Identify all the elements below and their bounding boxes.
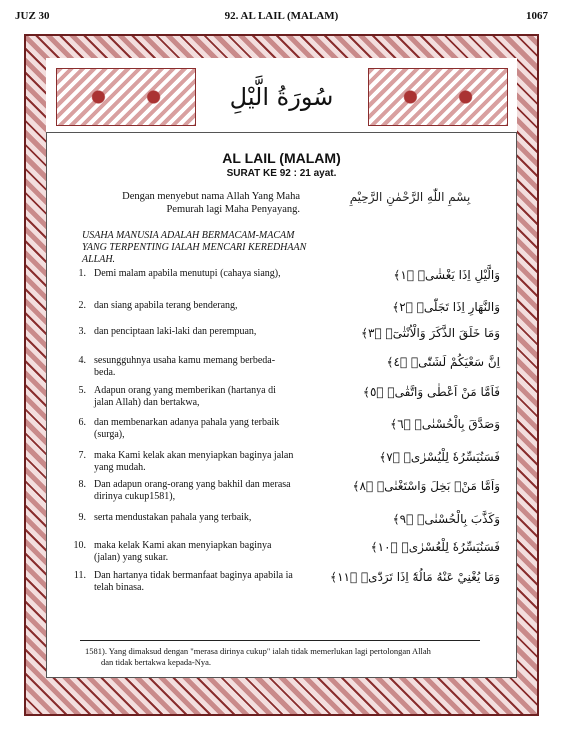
verse-arabic: وَصَدَّقَ بِالْحُسْنٰىۙ ﴿٦﴾ [390,417,500,431]
verse-arabic: فَاَمَّا مَنْ اَعْطٰى وَاتَّقٰىۙ ﴿٥﴾ [362,385,500,399]
footnote-line-1: 1581). Yang dimaksud dengan "merasa dirinya cukup" ialah tidak memerlukan lagi pertolongan Allah [85,646,431,656]
verse-number: 2. [78,300,86,311]
surah-subtitle: SURAT KE 92 : 21 ayat. [226,168,337,179]
verse-translation: Dan adapun orang-orang yang bakhil dan merasa dirinya cukup1581), [94,479,291,502]
verse-number: 3. [78,326,86,337]
basmala-arabic: بِسْمِ اللّٰهِ الرَّحْمٰنِ الرَّحِيْمِ [349,190,471,204]
verse-number: 11. [73,570,86,581]
verse-arabic: وَمَا يُغْنِيْ عَنْهُ مَالُهٗٓ اِذَا تَرَدّٰىۗ ﴿١١﴾ [330,570,500,584]
verse-number: 9. [78,512,86,523]
verse-arabic: وَالَّيْلِ اِذَا يَغْشٰىۙ ﴿١﴾ [393,268,500,282]
verse-translation: maka kelak Kami akan menyiapkan baginya (jalan) yang sukar. [94,540,272,563]
verse-translation: dan siang apabila terang benderang, [94,300,238,311]
footnote [85,646,485,668]
surah-title: AL LAIL (MALAM) [222,150,341,166]
verse-arabic: فَسَنُيَسِّرُهٗ لِلْعُسْرٰىۗ ﴿١٠﴾ [370,540,500,554]
verse-number: 5. [78,385,86,396]
verse-arabic: وَمَا خَلَقَ الذَّكَرَ وَالْاُنْثٰىٓۙ ﴿٣﴾ [361,326,500,340]
verse-translation: Adapun orang yang memberikan (hartanya di jalan Allah) dan bertakwa, [94,385,276,408]
floral-ornament-right-icon [368,68,508,126]
footnote-line-2: dan tidak bertakwa kepada-Nya. [101,657,211,667]
verse-number: 1. [78,268,86,279]
verse-number: 8. [78,479,86,490]
running-title: 92. AL LAIL (MALAM) [224,10,339,22]
surah-summary: USAHA MANUSIA ADALAH BERMACAM-MACAM YANG TERPENTING IALAH MENCARI KEREDHAAN ALLAH. [82,230,307,265]
verse-translation: dan membenarkan adanya pahala yang terbaik (surga), [94,417,280,440]
footnote-divider [80,640,480,641]
verse-number: 10. [73,540,86,551]
basmala-translation: Dengan menyebut nama Allah Yang Maha Pemurah lagi Maha Penyayang. [122,191,300,215]
page-header [0,10,563,26]
page-number: 1067 [526,10,548,22]
floral-ornament-left-icon [56,68,196,126]
juz-label: JUZ 30 [15,10,50,22]
verse-number: 7. [78,450,86,461]
verse-arabic: وَالنَّهَارِ اِذَا تَجَلّٰىۙ ﴿٢﴾ [392,300,500,314]
verse-number: 6. [78,417,86,428]
verse-arabic: وَاَمَّا مَنْۢ بَخِلَ وَاسْتَغْنٰىۙ ﴿٨﴾ [352,479,500,493]
verse-translation: maka Kami kelak akan menyiapkan baginya jalan yang mudah. [94,450,294,473]
verse-arabic: فَسَنُيَسِّرُهٗ لِلْيُسْرٰىۗ ﴿٧﴾ [379,450,500,464]
verse-translation: Demi malam apabila menutupi (cahaya siang), [94,268,281,279]
surah-arabic-title: سُورَةُ الَّيْلِ [229,83,334,111]
verse-arabic: اِنَّ سَعْيَكُمْ لَشَتّٰىۗ ﴿٤﴾ [386,355,500,369]
verse-translation: dan penciptaan laki-laki dan perempuan, [94,326,257,337]
verse-number: 4. [78,355,86,366]
verse-arabic: وَكَذَّبَ بِالْحُسْنٰىۙ ﴿٩﴾ [392,512,500,526]
verse-translation: serta mendustakan pahala yang terbaik, [94,512,252,523]
verse-translation: Dan hartanya tidak bermanfaat baginya apabila ia telah binasa. [94,570,293,593]
verse-translation: sesungguhnya usaha kamu memang berbeda-beda. [94,355,276,378]
